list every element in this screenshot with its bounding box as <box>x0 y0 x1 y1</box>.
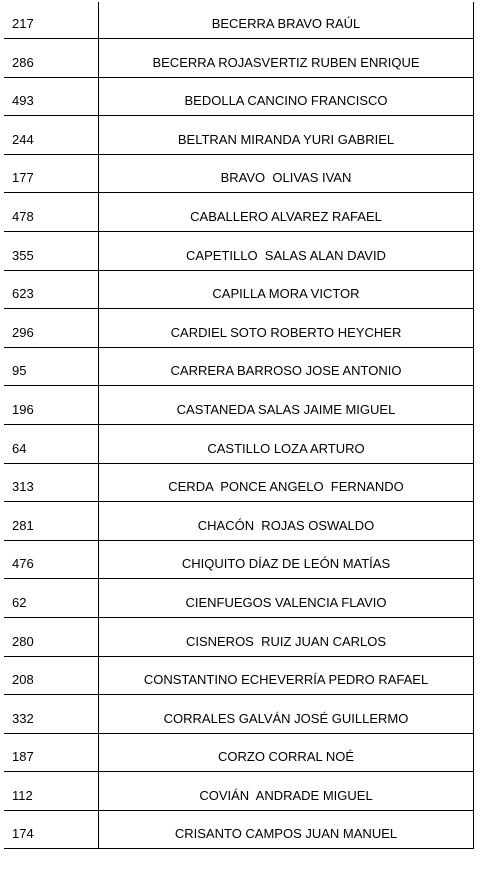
name-cell <box>99 386 474 425</box>
full-name: CASTANEDA SALAS JAIME MIGUEL <box>176 401 396 417</box>
table-row <box>4 772 474 811</box>
id-number: 281 <box>12 517 34 533</box>
name-cell <box>99 502 474 541</box>
full-name: CRISANTO CAMPOS JUAN MANUEL <box>174 826 398 842</box>
full-name: BELTRAN MIRANDA YURI GABRIEL <box>177 131 395 147</box>
id-number: 280 <box>12 633 34 649</box>
table-row <box>4 463 474 502</box>
name-cell <box>99 424 474 463</box>
table-row <box>4 347 474 386</box>
table-row <box>4 540 474 579</box>
table-row <box>4 154 474 193</box>
full-name: BEDOLLA CANCINO FRANCISCO <box>184 93 388 109</box>
id-number: 62 <box>12 594 27 610</box>
name-cell <box>99 540 474 579</box>
name-cell <box>99 2 474 39</box>
full-name: CABALLERO ALVAREZ RAFAEL <box>190 208 382 224</box>
id-cell <box>4 540 99 579</box>
id-cell <box>4 309 99 348</box>
id-number: 623 <box>12 286 34 302</box>
roster-body <box>4 2 474 849</box>
id-cell <box>4 2 99 39</box>
name-cell <box>99 463 474 502</box>
id-cell <box>4 502 99 541</box>
id-cell <box>4 772 99 811</box>
id-cell <box>4 695 99 734</box>
full-name: CASTILLO LOZA ARTURO <box>207 440 365 456</box>
id-cell <box>4 386 99 425</box>
id-number: 355 <box>12 247 34 263</box>
id-cell <box>4 270 99 309</box>
name-cell <box>99 270 474 309</box>
roster-table <box>4 2 474 849</box>
name-cell <box>99 810 474 849</box>
name-cell <box>99 39 474 78</box>
table-row <box>4 2 474 39</box>
id-number: 196 <box>12 401 34 417</box>
full-name: CORRALES GALVÁN JOSÉ GUILLERMO <box>163 710 409 726</box>
id-number: 95 <box>12 363 27 379</box>
id-cell <box>4 347 99 386</box>
full-name: CHACÓN ROJAS OSWALDO <box>197 517 375 533</box>
table-row <box>4 77 474 116</box>
table-row <box>4 502 474 541</box>
table-row <box>4 656 474 695</box>
id-number: 187 <box>12 749 34 765</box>
table-row <box>4 193 474 232</box>
table-row <box>4 309 474 348</box>
table-row <box>4 810 474 849</box>
table-row <box>4 733 474 772</box>
name-cell <box>99 231 474 270</box>
full-name: CONSTANTINO ECHEVERRÍA PEDRO RAFAEL <box>143 672 429 688</box>
name-cell <box>99 579 474 618</box>
full-name: CORZO CORRAL NOÉ <box>217 749 355 765</box>
id-cell <box>4 193 99 232</box>
name-cell <box>99 617 474 656</box>
name-cell <box>99 772 474 811</box>
id-number: 112 <box>12 787 33 803</box>
full-name: CARRERA BARROSO JOSE ANTONIO <box>170 363 402 379</box>
table-row <box>4 617 474 656</box>
name-cell <box>99 309 474 348</box>
table-row <box>4 116 474 155</box>
table-row <box>4 695 474 734</box>
full-name: BECERRA ROJASVERTIZ RUBEN ENRIQUE <box>152 54 420 70</box>
id-cell <box>4 579 99 618</box>
full-name: CAPILLA MORA VICTOR <box>212 286 360 302</box>
id-number: 478 <box>12 208 34 224</box>
id-cell <box>4 77 99 116</box>
id-cell <box>4 810 99 849</box>
full-name: COVIÁN ANDRADE MIGUEL <box>199 787 373 803</box>
name-cell <box>99 733 474 772</box>
id-number: 244 <box>12 131 34 147</box>
id-cell <box>4 463 99 502</box>
table-row <box>4 579 474 618</box>
id-number: 332 <box>12 710 34 726</box>
table-row <box>4 386 474 425</box>
table-row <box>4 231 474 270</box>
id-number: 313 <box>12 479 34 495</box>
id-number: 296 <box>12 324 34 340</box>
full-name: CISNEROS RUIZ JUAN CARLOS <box>185 633 387 649</box>
name-cell <box>99 77 474 116</box>
full-name: CAPETILLO SALAS ALAN DAVID <box>186 247 386 263</box>
name-cell <box>99 695 474 734</box>
id-number: 174 <box>12 826 34 842</box>
id-number: 177 <box>12 170 34 186</box>
table-row <box>4 270 474 309</box>
id-number: 217 <box>12 16 34 31</box>
name-cell <box>99 154 474 193</box>
full-name: BECERRA BRAVO RAÚL <box>211 16 361 31</box>
table-row <box>4 39 474 78</box>
id-cell <box>4 154 99 193</box>
id-cell <box>4 424 99 463</box>
id-number: 64 <box>12 440 27 456</box>
id-number: 493 <box>12 93 34 109</box>
table-row <box>4 424 474 463</box>
roster-sheet <box>4 2 474 872</box>
full-name: BRAVO OLIVAS IVAN <box>220 170 352 186</box>
id-number: 476 <box>12 556 34 572</box>
id-number: 286 <box>12 54 34 70</box>
id-number: 208 <box>12 672 34 688</box>
id-cell <box>4 617 99 656</box>
name-cell <box>99 116 474 155</box>
id-cell <box>4 733 99 772</box>
full-name: CHIQUITO DÍAZ DE LEÓN MATÍAS <box>181 556 391 572</box>
id-cell <box>4 39 99 78</box>
id-cell <box>4 656 99 695</box>
id-cell <box>4 116 99 155</box>
name-cell <box>99 656 474 695</box>
name-cell <box>99 347 474 386</box>
full-name: CERDA PONCE ANGELO FERNANDO <box>168 479 404 495</box>
name-cell <box>99 193 474 232</box>
id-cell <box>4 231 99 270</box>
full-name: CARDIEL SOTO ROBERTO HEYCHER <box>170 324 402 340</box>
full-name: CIENFUEGOS VALENCIA FLAVIO <box>185 594 387 610</box>
